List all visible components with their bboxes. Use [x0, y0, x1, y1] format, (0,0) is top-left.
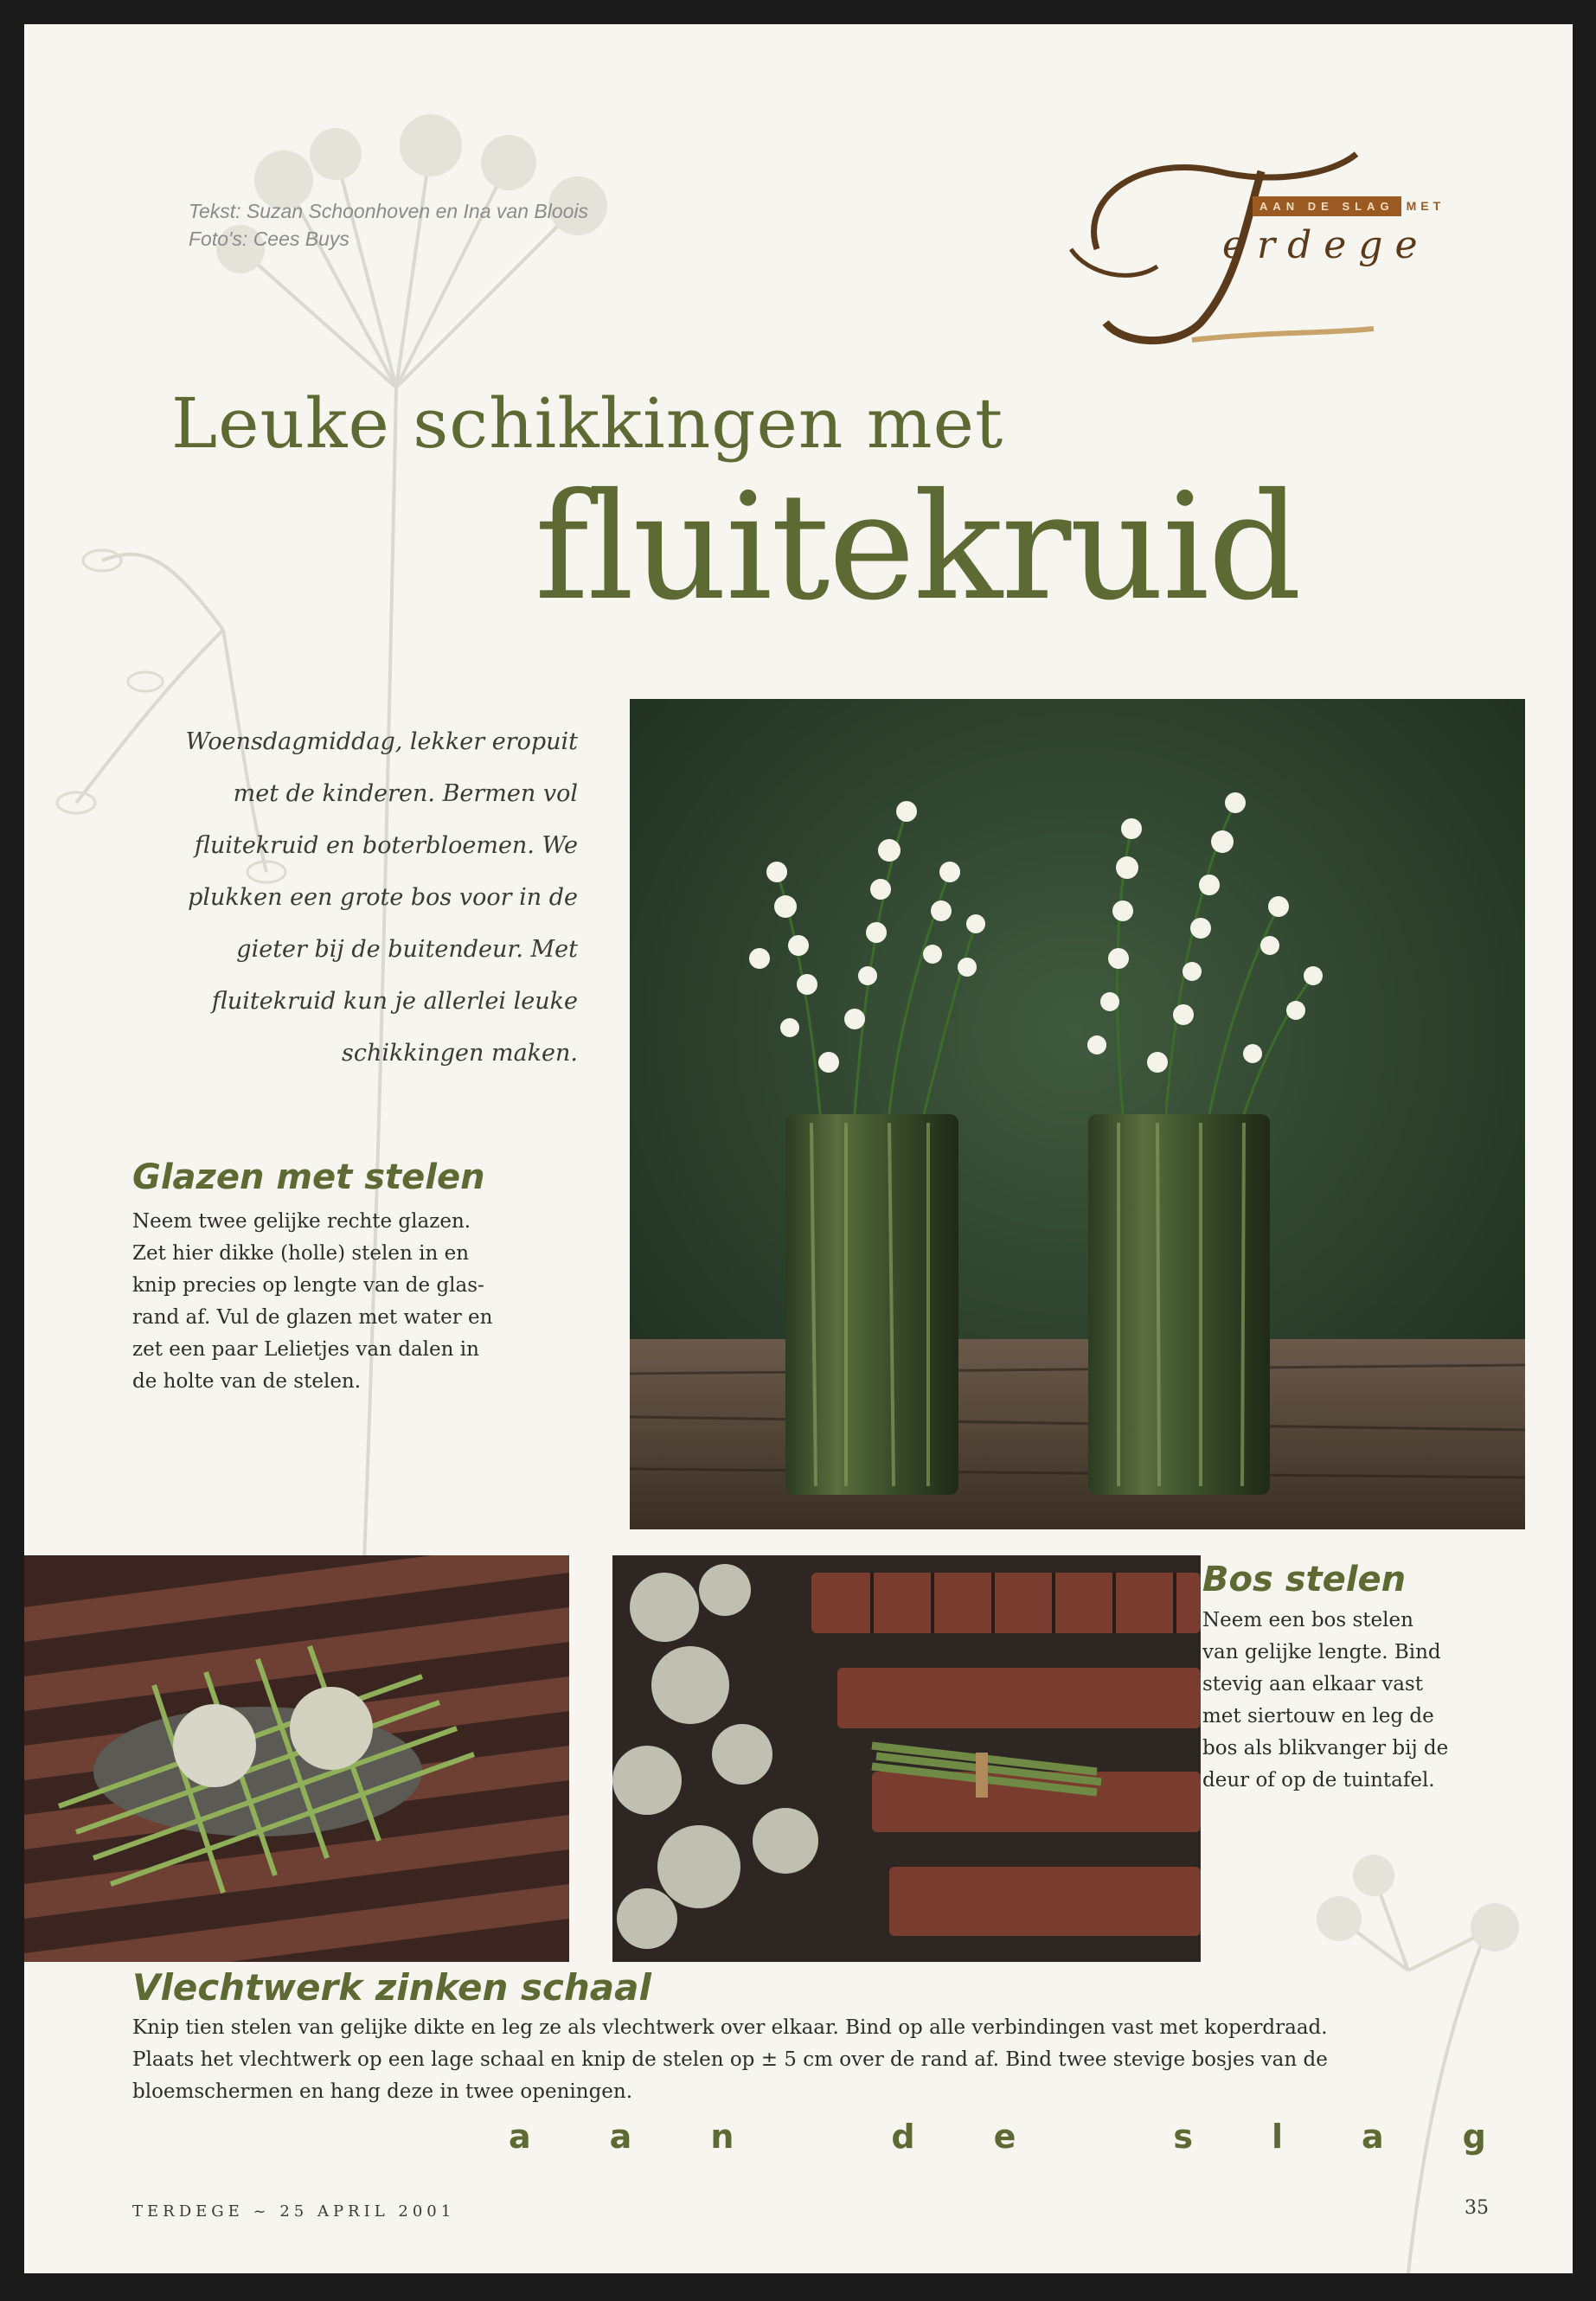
section-body [132, 2012, 1551, 2108]
section-body [1202, 1605, 1531, 1797]
section-vlechtwerk [132, 1966, 1551, 2108]
intro-line: gieter bij de buitendeur. Met [236, 936, 578, 963]
section-heading: Bos stelen [1202, 1560, 1407, 1599]
body-line: deur of op de tuintafel. [1202, 1769, 1435, 1791]
credits [189, 197, 708, 253]
body-line: de holte van de stelen. [132, 1370, 362, 1393]
body-line: met siertouw en leg de [1202, 1705, 1434, 1727]
tagline-letter: a [609, 2118, 632, 2156]
tagline-letter: n [710, 2118, 734, 2156]
terdege-logo [1045, 137, 1529, 362]
body-line: zet een paar Lelietjes van dalen in [132, 1338, 479, 1361]
intro-line: fluitekruid kun je allerlei leuke [211, 988, 578, 1015]
intro-line: plukken een grote bos voor in de [188, 884, 578, 911]
section-heading: Glazen met stelen [132, 1157, 485, 1197]
tagline-letter: d [891, 2118, 915, 2156]
intro-line: Woensdagmiddag, lekker eropuit [185, 728, 578, 755]
intro-line: fluitekruid en boterbloemen. We [194, 832, 578, 859]
section-heading: Vlechtwerk zinken schaal [132, 1966, 651, 2009]
tagline-letter: a [509, 2118, 531, 2156]
section-body [132, 1206, 599, 1398]
intro-line: met de kinderen. Bermen vol [233, 780, 578, 807]
intro-paragraph [119, 716, 578, 1080]
body-line: Knip tien stelen van gelijke dikte en leg ze als vlechtwerk over elkaar. Bind op alle verbindingen vast met koperdraad. [132, 2016, 1328, 2039]
title-line-2: fluitekruid [535, 462, 1301, 633]
photo-bundle-of-stems [612, 1555, 1201, 1962]
tagline-letter: a [1362, 2118, 1384, 2156]
intro-line: schikkingen maken. [342, 1040, 578, 1067]
credits-text-line: Tekst: Suzan Schoonhoven en Ina van Bloois [189, 200, 589, 222]
tagline-letter: g [1462, 2118, 1486, 2156]
body-line: bloemschermen en hang deze in twee openingen. [132, 2080, 633, 2103]
logo-met-label: MET [1406, 199, 1445, 213]
tagline-letter: l [1271, 2118, 1284, 2156]
tagline-letter: s [1173, 2118, 1193, 2156]
body-line: Zet hier dikke (holle) stelen in en [132, 1242, 470, 1265]
logo-band-label: AAN DE SLAG [1253, 196, 1401, 216]
body-line: knip precies op lengte van de glas- [132, 1274, 484, 1297]
body-line: stevig aan elkaar vast [1202, 1673, 1423, 1695]
credits-photo-line: Foto's: Cees Buys [189, 228, 349, 250]
page-number: 35 [1465, 2197, 1489, 2219]
tagline-letter: e [993, 2118, 1016, 2156]
body-line: Plaats het vlechtwerk op een lage schaal en knip de stelen op ± 5 cm over de rand af. Bind twee stevige bosjes van de [132, 2048, 1328, 2071]
body-line: Neem een bos stelen [1202, 1609, 1413, 1631]
body-line: rand af. Vul de glazen met water en [132, 1306, 493, 1329]
tagline-aan-de-slag [509, 2118, 1486, 2156]
title-line-1: Leuke schikkingen met [171, 383, 1004, 464]
logo-band [1253, 195, 1445, 216]
photo-woven-zinc-dish [24, 1555, 569, 1962]
section-bos-stelen [1202, 1560, 1531, 1797]
body-line: Neem twee gelijke rechte glazen. [132, 1210, 471, 1233]
footer-issue: TERDEGE ~ 25 APRIL 2001 [132, 2202, 456, 2221]
body-line: bos als blikvanger bij de [1202, 1737, 1449, 1759]
photo-glasses-with-stems [630, 699, 1525, 1529]
logo-wordmark: erdege [1222, 223, 1430, 267]
body-line: van gelijke lengte. Bind [1202, 1641, 1441, 1663]
magazine-page [24, 24, 1573, 2273]
section-glazen-met-stelen [132, 1157, 599, 1398]
